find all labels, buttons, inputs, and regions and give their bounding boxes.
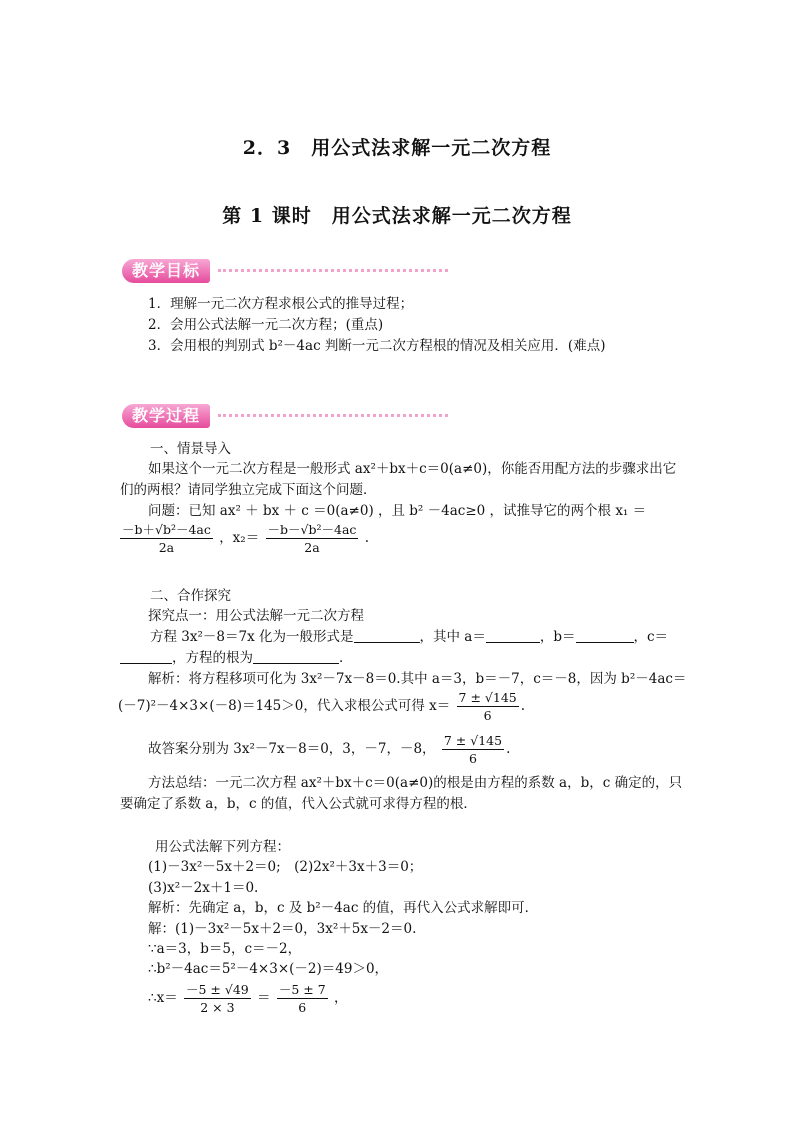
answer-text: 故答案分别为 3x²－7x－8＝0，3，－7，－8， <box>148 741 436 757</box>
fraction-numerator: 7 ± √145 <box>443 733 503 748</box>
goals-banner-label: 教学目标 <box>122 259 210 283</box>
goal-item: 2．会用公式法解一元二次方程；(重点) <box>148 317 384 333</box>
example2-equation3: (3)x²－2x＋1＝0. <box>148 880 259 896</box>
fraction-denominator: 6 <box>483 708 492 723</box>
process-banner-label: 教学过程 <box>122 404 210 428</box>
method-summary-line2: 要确定了系数 a，b，c 的值，代入公式就可求得方程的根． <box>120 796 477 812</box>
solution-step4 <box>148 981 347 1016</box>
root1-numerator: －b＋√b²－4ac <box>122 522 211 537</box>
fraction-denominator: 6 <box>468 751 477 766</box>
solution-fraction-1 <box>184 981 251 1016</box>
example2-equations: (1)－3x²－5x＋2＝0; (2)2x²＋3x＋3＝0； <box>148 859 423 875</box>
process-banner <box>122 404 448 428</box>
root2-numerator: －b－√b²－4ac <box>267 522 357 537</box>
solution-fraction-2 <box>277 981 328 1016</box>
root2-fraction <box>266 521 359 556</box>
root1-fraction <box>120 521 213 556</box>
banner-dotted-rule <box>218 269 448 276</box>
example2-analysis: 解析：先确定 a，b，c 及 b²－4ac 的值，再代入公式求解即可． <box>148 900 539 916</box>
solution-end: ， <box>333 990 348 1006</box>
intro-paragraph-line1: 如果这个一元二次方程是一般形式 ax²＋bx＋c＝0(a≠0)，你能否用配方法的步骤求出它 <box>148 461 677 477</box>
solution-step2: ∵a＝3，b＝5，c＝－2， <box>148 941 302 957</box>
solution-text: ∴x＝ <box>148 990 178 1006</box>
exercise-text: ，b＝ <box>539 629 576 645</box>
answer-blank-general-form <box>354 630 420 643</box>
solution-fraction <box>457 689 519 724</box>
answer-fraction <box>442 732 504 767</box>
exercise-text: ． <box>339 650 353 666</box>
method-summary-line1: 方法总结：一元二次方程 ax²＋bx＋c＝0(a≠0)的根是由方程的系数 a，b，c 确定的，只 <box>148 775 683 791</box>
exercise-text: ，方程的根为 <box>172 650 253 666</box>
goal-item: 1．理解一元二次方程求根公式的推导过程； <box>148 296 414 312</box>
answer-blank-a <box>486 630 540 643</box>
example2-prompt: 用公式法解下列方程： <box>155 839 290 855</box>
formula-end: . <box>364 530 369 546</box>
goal-item: 3．会用根的判别式 b²－4ac 判断一元二次方程根的情况及相关应用．(难点) <box>148 338 606 354</box>
answer-blank-roots <box>253 651 339 664</box>
root-formulas <box>118 521 369 556</box>
answer-blank-b <box>576 630 634 643</box>
fraction-denominator: 2 × 3 <box>200 1000 235 1015</box>
part1-heading: 一、情景导入 <box>150 441 231 457</box>
intro-paragraph-line2: 们的两根？请同学独立完成下面这个问题． <box>120 482 377 498</box>
equals-sign: ＝ <box>257 990 271 1006</box>
answer-blank-c <box>120 651 172 664</box>
problem-statement: 问题：已知 ax² ＋ bx ＋ c ＝0(a≠0) ，且 b² －4ac≥0 ，试推导它的两个根 x₁ ＝ <box>148 503 647 519</box>
lesson-title: 第 1 课时 用公式法求解一元二次方程 <box>222 205 572 227</box>
exercise-line2 <box>120 649 353 667</box>
exercise-text: 方程 3x²－8＝7x 化为一般形式是 <box>150 629 354 645</box>
exercise-text: ，其中 a＝ <box>419 629 486 645</box>
analysis-line2: (－7)²－4×3×(－8)＝145＞0，代入求根公式可得 x＝ $\frac{7 \pm √145}{6}$ . <box>118 690 526 723</box>
answer-line: 故答案分别为 3x²－7x－8＝0，3，－7，－8， $\frac{7 \pm √145}{6}$ . <box>148 733 511 766</box>
banner-dotted-rule <box>218 414 448 421</box>
part2-heading: 二、合作探究 <box>150 588 231 604</box>
goals-banner <box>122 259 448 283</box>
exercise-text: ，c＝ <box>633 629 669 645</box>
fraction-numerator: －5 ± 7 <box>278 982 326 997</box>
root1-denominator: 2a <box>158 540 175 555</box>
analysis-text: (－7)²－4×3×(－8)＝145＞0，代入求根公式可得 x＝ <box>118 698 451 714</box>
inquiry-point: 探究点一：用公式法解一元二次方程 <box>148 608 364 624</box>
section-title: 2．3 用公式法求解一元二次方程 <box>242 137 552 159</box>
root2-denominator: 2a <box>304 540 320 555</box>
fraction-numerator: 7 ± √145 <box>458 690 517 705</box>
fraction-denominator: 6 <box>298 1000 307 1015</box>
solution-step1: 解：(1)－3x²－5x＋2＝0，3x²＋5x－2＝0. <box>148 921 417 937</box>
solution-step3: ∴b²－4ac＝5²－4×3×(－2)＝49＞0， <box>148 961 389 977</box>
exercise-line1 <box>150 628 668 646</box>
analysis-line1: 解析：将方程移项可化为 3x²－7x－8＝0.其中 a＝3，b＝－7，c＝－8，因为 b²－4ac＝ <box>148 671 687 687</box>
fraction-numerator: －5 ± √49 <box>186 982 249 997</box>
root2-label: ，x₂＝ <box>219 530 260 546</box>
